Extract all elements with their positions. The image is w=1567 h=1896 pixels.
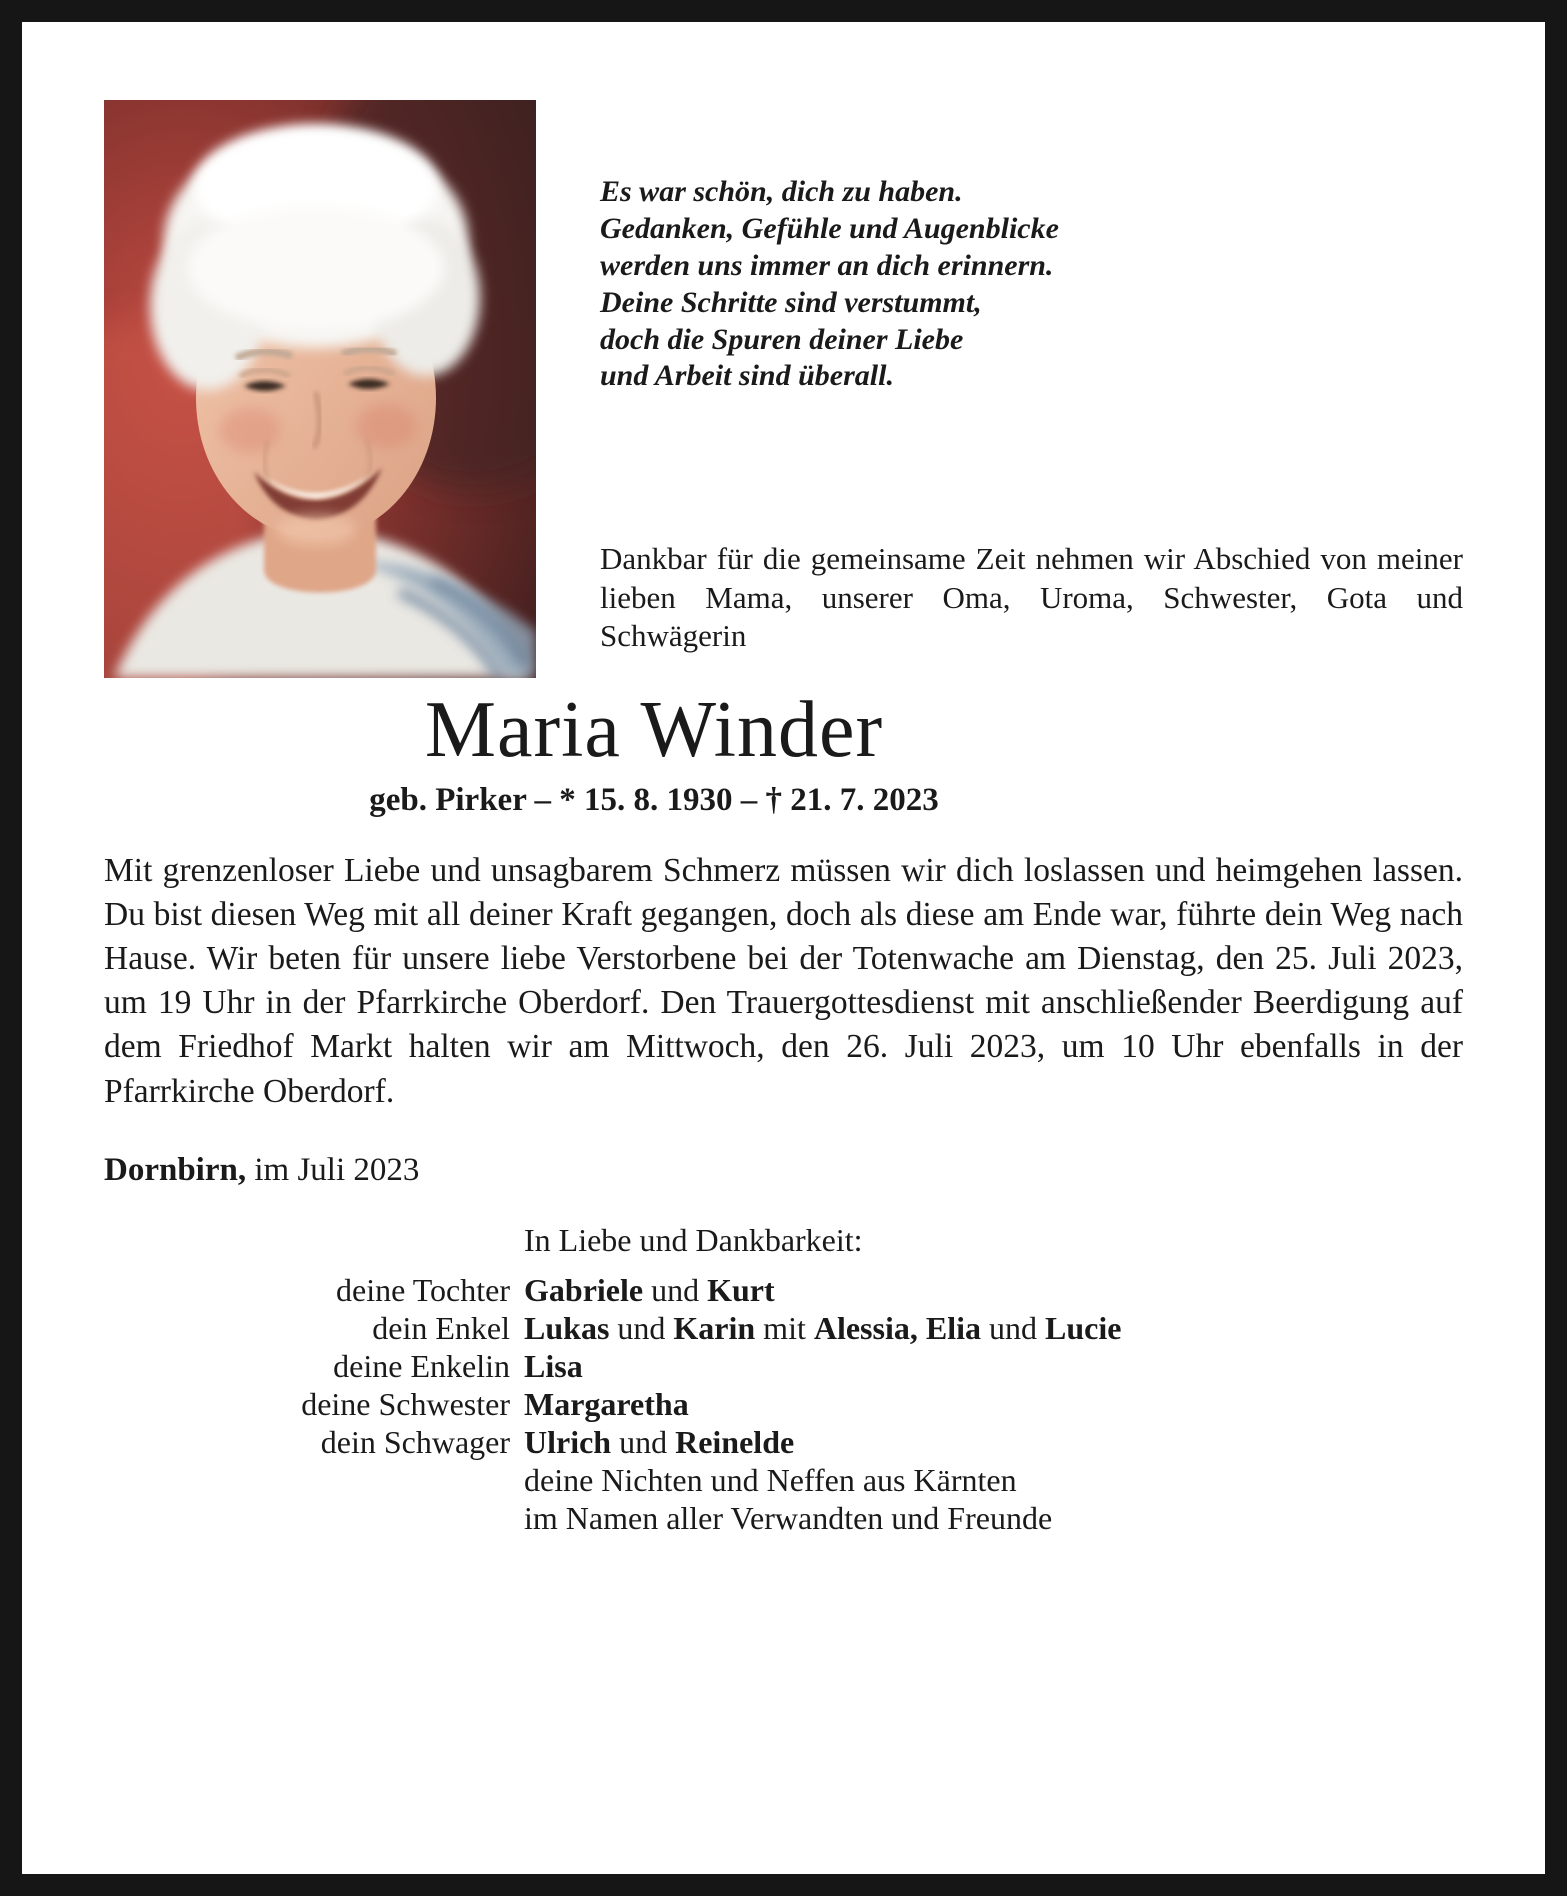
closing-line: In Liebe und Dankbarkeit:	[524, 1221, 863, 1258]
family-relation: dein Schwager	[320, 1424, 510, 1461]
poem-line: und Arbeit sind überall.	[600, 359, 894, 393]
deceased-name-block	[104, 686, 1204, 819]
announcement-text: Mit grenzenloser Liebe und unsagbarem Schmerz müssen wir dich loslassen und heimgehen lassen. Du bist diesen Weg mit all deiner Kraft gegangen, doch als diese am Ende war, führte dein Weg nach Hause. Wir beten für unsere liebe Verstorbene bei der Totenwache am Dienstag, den 25. Juli 2023, um 19 Uhr in der Pfarrkirche Oberdorf. Den Trauergottesdienst mit anschließender Beerdigung auf dem Friedhof Markt halten wir am Mittwoch, den 26. Juli 2023, um 10 Uhr ebenfalls in der Pfarrkirche Oberdorf.	[104, 851, 1463, 1110]
deceased-dates: geb. Pirker – * 15. 8. 1930 – † 21. 7. 2023	[369, 781, 939, 818]
family-names: Lukas und Karin mit Alessia, Elia und Lucie	[524, 1310, 1122, 1347]
family-names: Gabriele und Kurt	[524, 1271, 775, 1308]
place-name: Dornbirn,	[104, 1151, 247, 1188]
family-list	[104, 1221, 1463, 1538]
closing-spacer	[104, 1221, 510, 1259]
date-text: im Juli 2023	[246, 1151, 420, 1188]
poem-line: Gedanken, Gefühle und Augenblicke	[600, 211, 1059, 245]
family-names: Lisa	[524, 1348, 583, 1385]
family-relation: dein Enkel	[372, 1310, 510, 1347]
portrait-photo	[104, 100, 536, 678]
portrait-illustration	[104, 100, 536, 678]
family-relation	[104, 1461, 510, 1499]
family-section	[104, 1221, 1463, 1538]
deceased-name: Maria Winder	[424, 686, 884, 774]
upper-text-column	[600, 100, 1463, 678]
memorial-poem	[600, 174, 1463, 395]
poem-line: Deine Schritte sind verstummt,	[600, 285, 982, 319]
family-names: Ulrich und Reinelde	[524, 1424, 795, 1461]
poem-line: doch die Spuren deiner Liebe	[600, 322, 964, 356]
poem-line: Es war schön, dich zu haben.	[600, 175, 963, 208]
family-relation: deine Enkelin	[333, 1348, 510, 1385]
place-date-line	[104, 1152, 1463, 1189]
family-names: Margaretha	[524, 1386, 689, 1423]
family-names: deine Nichten und Neffen aus Kärnten	[524, 1462, 1017, 1499]
farewell-intro: Dankbar für die gemeinsame Zeit nehmen wir Abschied von meiner lieben Mama, unserer Oma, Uroma, Schwester, Gota und Schwägerin	[600, 541, 1463, 654]
family-relation: deine Schwester	[301, 1386, 510, 1423]
family-relation	[104, 1499, 510, 1537]
family-names: im Namen aller Verwandten und Freunde	[524, 1500, 1053, 1537]
poem-line: werden uns immer an dich erinnern.	[600, 248, 1054, 282]
family-relation: deine Tochter	[336, 1271, 510, 1308]
top-section	[104, 100, 1463, 678]
